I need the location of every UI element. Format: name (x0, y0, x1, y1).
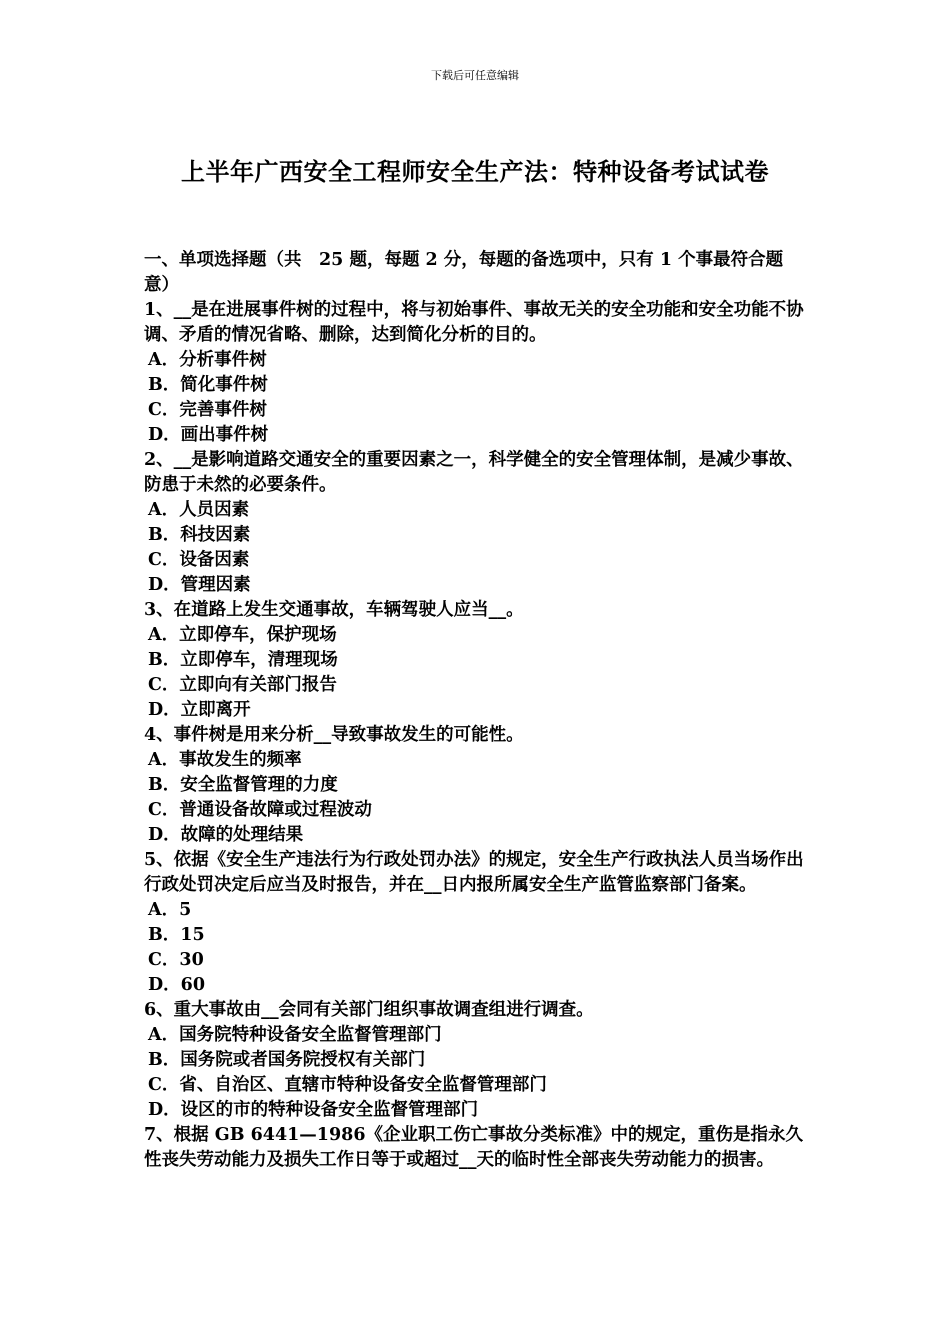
option-a: A．人员因素 (148, 500, 250, 520)
document-body (144, 248, 808, 1173)
question-stem: 7、根据 GB 6441—1986《企业职工伤亡事故分类标准》中的规定，重伤是指永久性丧失劳动能力及损失工作日等于或超过__天的临时性全部丧失劳动能力的损害。 (144, 1125, 804, 1170)
option-a: A．国务院特种设备安全监督管理部门 (148, 1025, 442, 1045)
question-6 (144, 998, 808, 1123)
question-stem: 6、重大事故由__会同有关部门组织事故调查组进行调查。 (144, 1000, 594, 1020)
option-d: D．立即离开 (148, 700, 251, 720)
question-stem: 5、依据《安全生产违法行为行政处罚办法》的规定，安全生产行政执法人员当场作出行政处罚决定后应当及时报告，并在__日内报所属安全生产监管监察部门备案。 (144, 850, 804, 895)
option-b: B．科技因素 (148, 525, 251, 545)
question-5 (144, 848, 808, 998)
question-stem: 2、__是影响道路交通安全的重要因素之一，科学健全的安全管理体制，是减少事故、防患于未然的必要条件。 (144, 450, 804, 495)
option-b: B．15 (148, 925, 205, 945)
question-7 (144, 1123, 808, 1173)
option-c: C．设备因素 (148, 550, 250, 570)
option-d: D．管理因素 (148, 575, 251, 595)
question-2 (144, 448, 808, 598)
option-b: B．安全监督管理的力度 (148, 775, 338, 795)
option-a: A．事故发生的频率 (148, 750, 302, 770)
option-a: A．5 (148, 900, 192, 920)
question-4 (144, 723, 808, 848)
question-3 (144, 598, 808, 723)
option-a: A．立即停车，保护现场 (148, 625, 337, 645)
option-b: B．简化事件树 (148, 375, 268, 395)
option-c: C．完善事件树 (148, 400, 267, 420)
option-c: C．普通设备故障或过程波动 (148, 800, 372, 820)
header-note: 下载后可任意编辑 (431, 69, 519, 82)
option-b: B．立即停车，清理现场 (148, 650, 338, 670)
option-d: D．60 (148, 975, 206, 995)
option-c: C．立即向有关部门报告 (148, 675, 337, 695)
option-d: D．设区的市的特种设备安全监督管理部门 (148, 1100, 479, 1120)
question-stem: 1、__是在进展事件树的过程中，将与初始事件、事故无关的安全功能和安全功能不协调、矛盾的情况省略、删除，达到简化分析的目的。 (144, 300, 804, 345)
question-1 (144, 298, 808, 448)
option-d: D．故障的处理结果 (148, 825, 304, 845)
document-title: 上半年广西安全工程师安全生产法：特种设备考试试卷 (181, 157, 769, 186)
question-stem: 4、事件树是用来分析__导致事故发生的可能性。 (144, 725, 524, 745)
section-heading: 一、单项选择题（共 25 题，每题 2 分，每题的备选项中，只有 1 个事最符合题意） (144, 250, 784, 295)
option-b: B．国务院或者国务院授权有关部门 (148, 1050, 426, 1070)
option-c: C．省、自治区、直辖市特种设备安全监督管理部门 (148, 1075, 547, 1095)
question-stem: 3、在道路上发生交通事故，车辆驾驶人应当__。 (144, 600, 524, 620)
option-c: C．30 (148, 950, 204, 970)
option-d: D．画出事件树 (148, 425, 269, 445)
option-a: A．分析事件树 (148, 350, 267, 370)
